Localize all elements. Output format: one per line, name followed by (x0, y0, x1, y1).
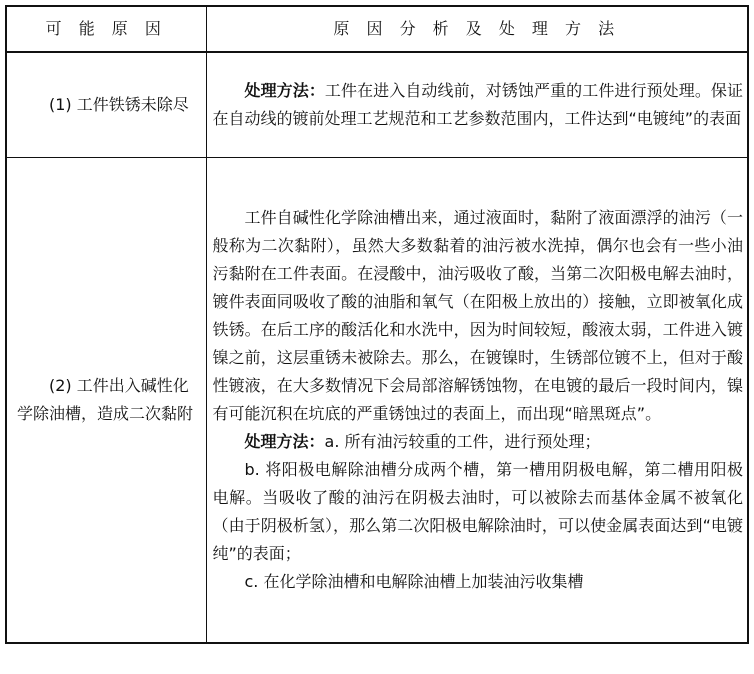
method-item-b: b. 将阳极电解除油槽分成两个槽，第一槽用阴极电解，第二槽用阳极电解。当吸收了酸的油污在阴极去油时，可以被除去而基体金属不被氧化（由于阴极析氢），那么第二次阳极电解除油时，可以使金属表面达到“电镀纯”的表面； (212, 460, 743, 563)
method-item-a: a. 所有油污较重的工件，进行预处理； (324, 432, 601, 451)
analysis-paragraph: 工件自碱性化学除油槽出来，通过液面时，黏附了液面漂浮的油污（一般称为二次黏附），虽然大多数黏着的油污被水洗掉，偶尔也会有一些小油污黏附在工件表面。在浸酸中，油污吸收了酸，当第二次阳极电解去油时，镀件表面同吸收了酸的油脂和氧气（在阳极上放出的）接触，立即被氧化成铁锈。在后工序的酸活化和水洗中，因为时间较短，酸液太弱，工件进入镀镍之前，这层重锈未被除去。那么，在镀镍时，生锈部位镀不上，但对于酸性镀液，在大多数情况下会局部溶解锈蚀物，在电镀的最后一段时间内，镍有可能沉积在坑底的严重锈蚀过的表面上，而出现“暗黑斑点”。 (212, 208, 743, 423)
cause-analysis-table (5, 5, 749, 644)
cause-text: (1) 工件铁锈未除尽 (49, 95, 189, 114)
method-paragraph (213, 77, 744, 133)
header-possible-cause: 可 能 原 因 (6, 6, 206, 52)
cause-cell (6, 158, 206, 644)
table-header-row (6, 6, 748, 52)
method-label: 处理方法： (244, 81, 325, 100)
method-item-c: c. 在化学除油槽和电解除油槽上加装油污收集槽 (244, 572, 584, 591)
analysis-cell (206, 158, 748, 644)
method-paragraph (213, 428, 744, 456)
method-label: 处理方法： (244, 432, 325, 451)
cause-cell (6, 52, 206, 158)
analysis-cell (206, 52, 748, 158)
method-text: 工件在进入自动线前，对锈蚀严重的工件进行预处理。保证在自动线的镀前处理工艺规范和工艺参数范围内，工件达到“电镀纯”的表面 (212, 81, 743, 128)
header-analysis-method: 原 因 分 析 及 处 理 方 法 (206, 6, 748, 52)
cause-text: (2) 工件出入碱性化学除油槽，造成二次黏附 (17, 376, 194, 423)
table-row (6, 52, 748, 158)
table-row (6, 158, 748, 644)
